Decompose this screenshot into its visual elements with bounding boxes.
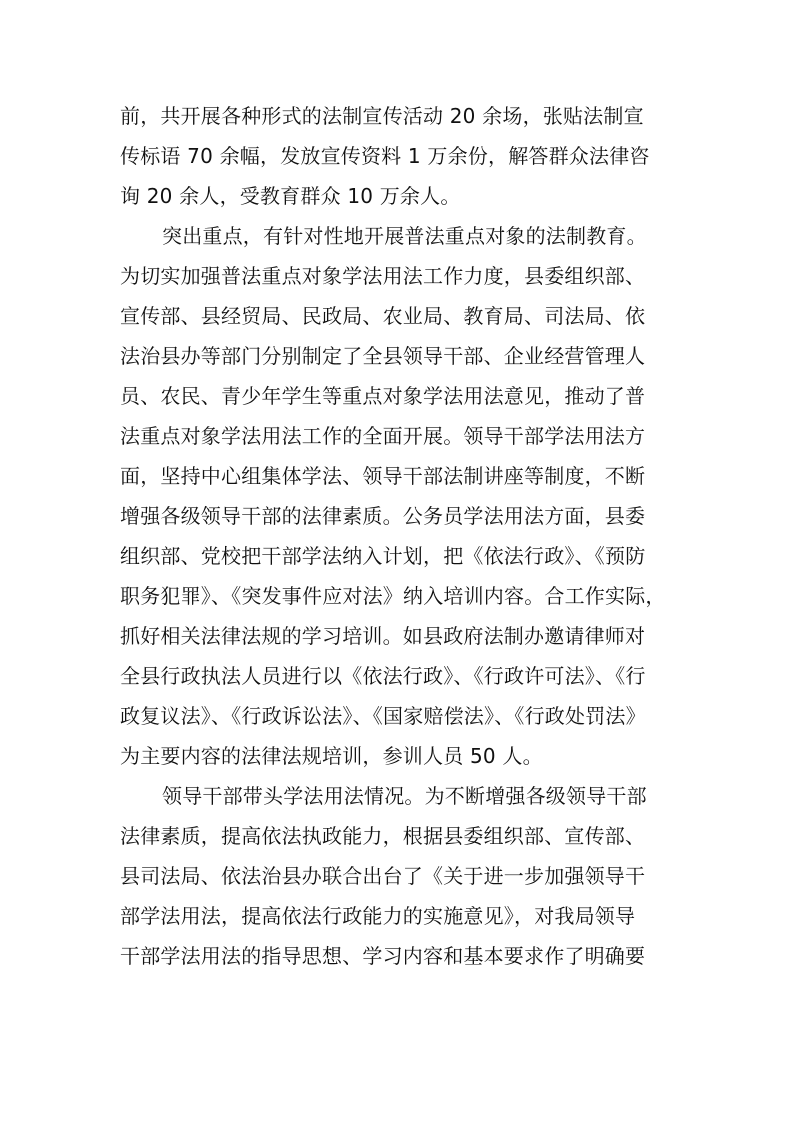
text-line-2: 传标语 70 余幅，发放宣传资料 1 万余份，解答群众法律咨 — [120, 144, 650, 168]
text-line-7: 法治县办等部门分别制定了全县领导干部、企业经营管理人 — [120, 344, 646, 368]
text-line-19: 法律素质，提高依法执政能力，根据县委组织部、宣传部、 — [120, 824, 646, 848]
text-line-17: 为主要内容的法律法规培训，参训人员 50 人。 — [120, 744, 543, 768]
text-line-11: 增强各级领导干部的法律素质。公务员学法用法方面，县委 — [120, 504, 646, 528]
text-line-21: 部学法用法，提高依法行政能力的实施意见》，对我局领导 — [120, 904, 636, 928]
text-line-20: 县司法局、依法治县办联合出台了《关于进一步加强领导干 — [120, 864, 646, 888]
text-line-15: 全县行政执法人员进行以《依法行政》、《行政许可法》、《行 — [120, 664, 646, 688]
text-line-9: 法重点对象学法用法工作的全面开展。领导干部学法用法方 — [120, 424, 646, 448]
text-line-1: 前，共开展各种形式的法制宣传活动 20 余场，张贴法制宣 — [120, 104, 644, 128]
text-line-5: 为切实加强普法重点对象学法用法工作力度，县委组织部、 — [120, 264, 646, 288]
paragraph-heading-key-targets: 突出重点，有针对性地开展普法重点对象的法制教育。 — [162, 224, 647, 248]
text-line-6: 宣传部、县经贸局、民政局、农业局、教育局、司法局、依 — [120, 304, 646, 328]
text-line-8: 员、农民、青少年学生等重点对象学法用法意见，推动了普 — [120, 384, 646, 408]
text-line-13: 职务犯罪》、《突发事件应对法》纳入培训内容。合工作实际， — [120, 584, 666, 608]
paragraph-heading-leaders: 领导干部带头学法用法情况。为不断增强各级领导干部 — [162, 784, 647, 808]
text-line-16: 政复议法》、《行政诉讼法》、《国家赔偿法》、《行政处罚法》 — [120, 704, 646, 728]
text-line-22: 干部学法用法的指导思想、学习内容和基本要求作了明确要 — [120, 944, 646, 968]
document-body-text — [120, 96, 680, 976]
text-line-3: 询 20 余人，受教育群众 10 万余人。 — [120, 184, 461, 208]
text-line-10: 面，坚持中心组集体学法、领导干部法制讲座等制度，不断 — [120, 464, 646, 488]
text-line-12: 组织部、党校把干部学法纳入计划，把《依法行政》、《预防 — [120, 544, 646, 568]
text-line-14: 抓好相关法律法规的学习培训。如县政府法制办邀请律师对 — [120, 624, 646, 648]
